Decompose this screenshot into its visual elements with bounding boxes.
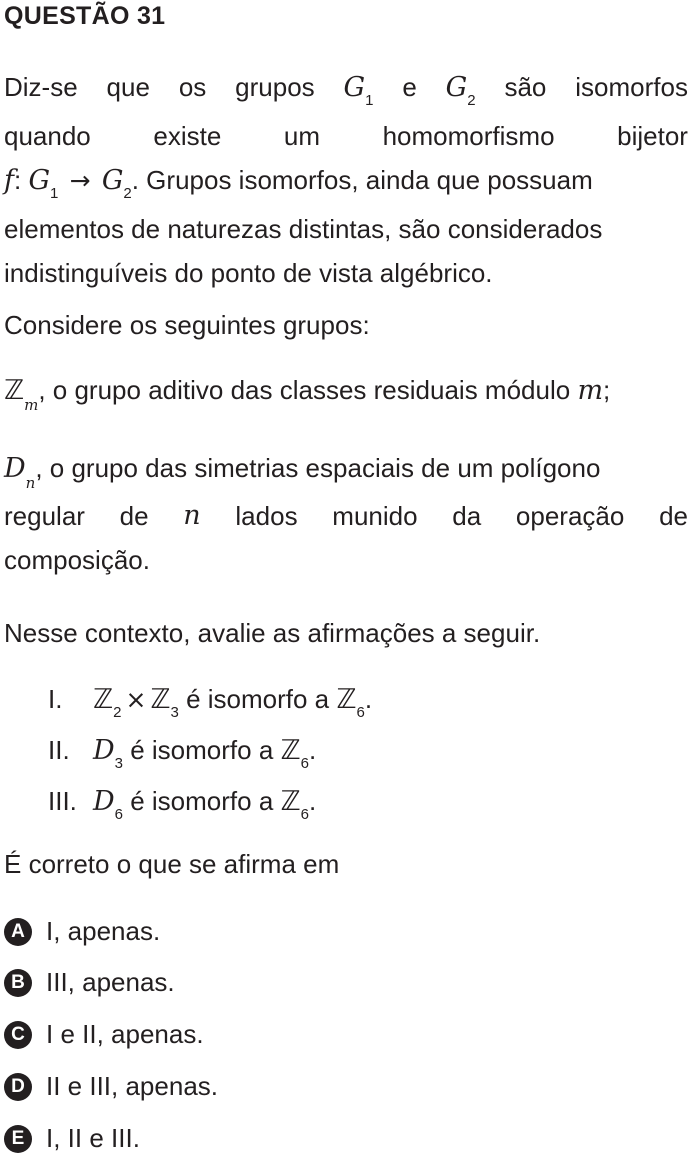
- math-g1: [344, 65, 374, 114]
- math-symbol: G: [445, 72, 468, 103]
- times-icon: ×: [125, 685, 147, 714]
- math-subscript: n: [25, 474, 36, 492]
- math-symbol: ℤ: [336, 684, 357, 715]
- text: É correto o que se afirma em: [4, 849, 340, 879]
- option-letter-badge: B: [4, 969, 32, 997]
- prompt-line: [4, 842, 688, 886]
- option-a[interactable]: [4, 916, 160, 947]
- word: isomorfos: [575, 72, 688, 102]
- word: homomorfismo: [382, 121, 555, 151]
- option-e[interactable]: [4, 1123, 140, 1154]
- group-z-line: [4, 368, 688, 416]
- math-subscript: 2: [113, 704, 122, 721]
- math-symbol: n: [183, 500, 201, 531]
- word: munido: [332, 501, 418, 531]
- intro-line-1: [4, 65, 688, 114]
- word: que: [106, 72, 150, 102]
- word: da: [452, 501, 482, 531]
- math-subscript: 6: [300, 806, 309, 823]
- intro-line-3: [4, 158, 688, 207]
- math-subscript: 6: [114, 806, 123, 823]
- math-symbol: m: [577, 375, 604, 406]
- text: , o grupo aditivo das classes residuais módulo: [38, 375, 571, 405]
- option-text: I, II e III.: [46, 1123, 140, 1153]
- math-subscript: 3: [170, 704, 179, 721]
- math-subscript: m: [24, 396, 39, 414]
- word: quando: [4, 121, 91, 151]
- option-letter-badge: E: [4, 1125, 32, 1153]
- math-subscript: 2: [467, 92, 476, 109]
- text: é isomorfo a: [178, 684, 337, 714]
- math-subscript: 1: [365, 92, 374, 109]
- text: .: [308, 786, 317, 816]
- text: ;: [603, 375, 611, 405]
- word: os: [178, 72, 207, 102]
- math-symbol: ℤ: [4, 375, 25, 406]
- math-symbol: G: [101, 165, 124, 196]
- word: de: [659, 501, 688, 531]
- math-symbol: D: [93, 735, 115, 766]
- statement-2: [48, 735, 317, 772]
- math-g2: [446, 65, 476, 114]
- math-symbol: ℤ: [280, 735, 301, 766]
- word: e: [402, 72, 417, 102]
- text: Nesse contexto, avalie as afirmações a seguir.: [4, 618, 541, 648]
- intro-line-4: elementos de naturezas distintas, são considerados: [4, 214, 603, 244]
- option-d[interactable]: [4, 1071, 218, 1102]
- word: Diz-se: [4, 72, 78, 102]
- option-text: III, apenas.: [46, 967, 175, 997]
- word: operação: [515, 501, 625, 531]
- math-symbol: D: [4, 453, 26, 484]
- intro-line-2: [4, 114, 688, 158]
- group-z-definition: [4, 368, 688, 416]
- word: são: [504, 72, 547, 102]
- statement-numeral: I.: [48, 684, 63, 714]
- math-symbol: G: [343, 72, 366, 103]
- statement-3: [48, 786, 317, 823]
- group-d-line-3: composição.: [4, 545, 150, 575]
- group-d-line-1: [4, 446, 688, 494]
- text: , o grupo das simetrias espaciais de um polígono: [35, 453, 601, 483]
- math-symbol: ℤ: [280, 786, 301, 817]
- word: regular: [4, 501, 85, 531]
- option-b[interactable]: [4, 967, 175, 998]
- context-line: [4, 611, 688, 655]
- text: .: [308, 735, 317, 765]
- option-text: I, apenas.: [46, 916, 161, 946]
- word: existe: [153, 121, 222, 151]
- option-text: I e II, apenas.: [46, 1019, 204, 1049]
- text: Considere os seguintes grupos:: [4, 310, 370, 340]
- intro-paragraph: [4, 65, 688, 295]
- word: de: [119, 501, 149, 531]
- question-title: QUESTÃO 31: [4, 2, 166, 30]
- word: grupos: [235, 72, 315, 102]
- math-symbol: f: [4, 165, 14, 196]
- option-letter-badge: D: [4, 1073, 32, 1101]
- statement-numeral: II.: [48, 735, 70, 765]
- group-d-definition: [4, 446, 688, 582]
- text: é isomorfo a: [123, 735, 281, 765]
- group-d-line-2: [4, 494, 688, 538]
- math-symbol: D: [93, 786, 115, 817]
- text: é isomorfo a: [123, 786, 281, 816]
- math-subscript: 3: [114, 755, 123, 772]
- text: . Grupos isomorfos, ainda que possuam: [131, 165, 593, 195]
- intro-line-5: indistinguíveis do ponto de vista algébrico.: [4, 258, 493, 288]
- option-letter-badge: C: [4, 1021, 32, 1049]
- math-subscript: 2: [123, 185, 132, 202]
- math-symbol: ℤ: [150, 684, 171, 715]
- math-subscript: 1: [50, 185, 59, 202]
- word: bijetor: [617, 121, 688, 151]
- statement-1: [48, 684, 373, 721]
- option-c[interactable]: [4, 1019, 204, 1050]
- consider-line: [4, 303, 688, 347]
- option-text: II e III, apenas.: [46, 1071, 218, 1101]
- math-subscript: 6: [300, 755, 309, 772]
- text: .: [364, 684, 373, 714]
- math-subscript: 6: [356, 704, 365, 721]
- option-letter-badge: A: [4, 918, 32, 946]
- math-colon: :: [14, 165, 22, 195]
- arrow-icon: →: [69, 166, 91, 195]
- math-symbol: G: [28, 165, 51, 196]
- statement-numeral: III.: [48, 786, 77, 816]
- math-symbol: ℤ: [93, 684, 114, 715]
- word: um: [283, 121, 320, 151]
- word: lados: [235, 501, 298, 531]
